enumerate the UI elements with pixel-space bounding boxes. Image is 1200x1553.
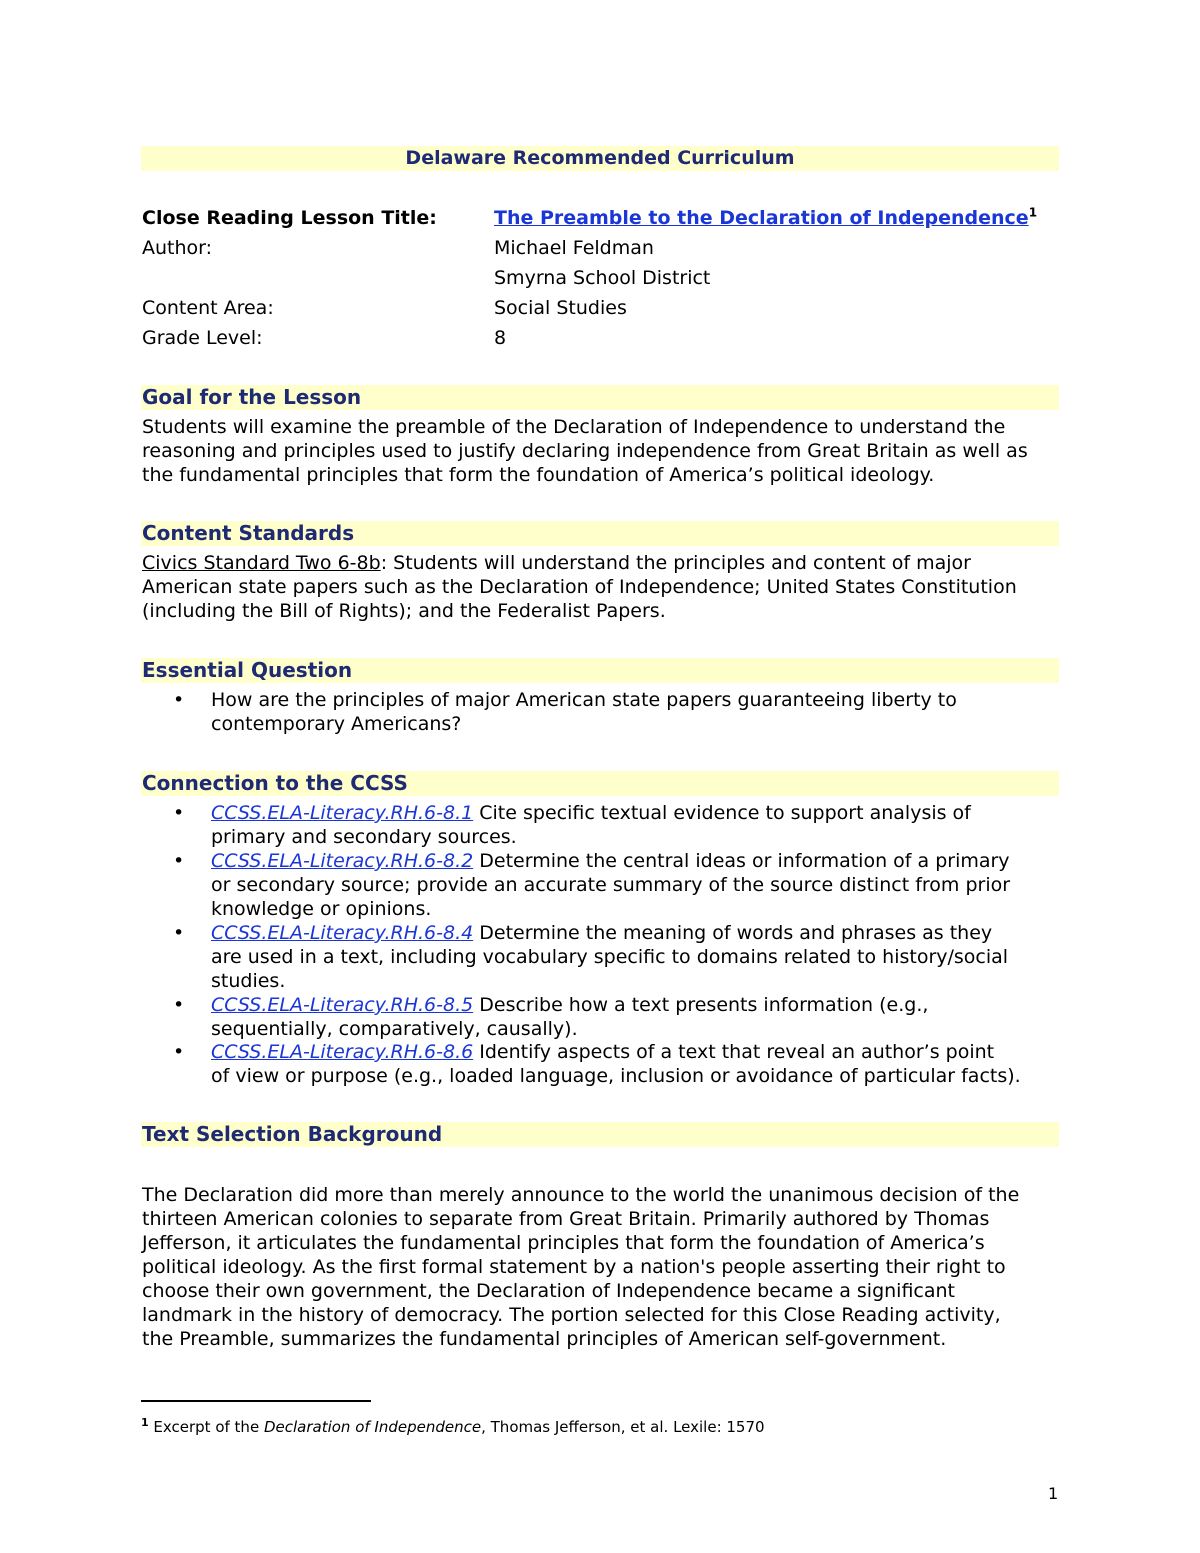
footnote-mark: 1 xyxy=(141,1416,149,1429)
lesson-title-link[interactable]: The Preamble to the Declaration of Independence xyxy=(494,207,1029,229)
goal-line: reasoning and principles used to justify declaring independence from Great Britain as well as xyxy=(142,440,1028,462)
bullet-icon: • xyxy=(173,994,185,1016)
lesson-title-label: Close Reading Lesson Title: xyxy=(142,207,437,229)
bullet-icon: • xyxy=(173,922,185,944)
document-title: Delaware Recommended Curriculum xyxy=(405,147,795,169)
ccss-item-description: Determine the central ideas or information of a primary xyxy=(473,850,1010,872)
bullet-icon: • xyxy=(173,802,185,824)
ccss-item-text xyxy=(211,801,1071,849)
ccss-item-line: primary and secondary sources. xyxy=(211,826,517,848)
page-number: 1 xyxy=(1048,1484,1059,1503)
background-line: thirteen American colonies to separate from Great Britain. Primarily authored by Thomas xyxy=(142,1208,990,1230)
bullet-icon: • xyxy=(173,850,185,872)
ccss-item-line: of view or purpose (e.g., loaded language, inclusion or avoidance of particular facts). xyxy=(211,1065,1021,1087)
content-area-value: Social Studies xyxy=(494,297,627,319)
background-line: the Preamble, summarizes the fundamental principles of American self-government. xyxy=(142,1328,947,1350)
ccss-standard-link[interactable]: CCSS.ELA-Literacy.RH.6-8.4 xyxy=(211,922,474,944)
ccss-item-line: knowledge or opinions. xyxy=(211,898,432,920)
ccss-item-description: Cite specific textual evidence to support analysis of xyxy=(473,802,971,824)
background-line: landmark in the history of democracy. The portion selected for this Close Reading activity, xyxy=(142,1304,1001,1326)
ccss-item-line: or secondary source; provide an accurate summary of the source distinct from prior xyxy=(211,874,1011,896)
standards-line: (including the Bill of Rights); and the Federalist Papers. xyxy=(142,600,666,622)
background-paragraph xyxy=(142,1183,1067,1351)
goal-heading: Goal for the Lesson xyxy=(142,385,362,409)
essential-question-text xyxy=(211,688,1071,736)
ccss-item-line: sequentially, comparatively, causally). xyxy=(211,1018,578,1040)
grade-level-label: Grade Level: xyxy=(142,327,263,349)
footnote-suffix: , Thomas Jefferson, et al. Lexile: 1570 xyxy=(481,1418,765,1436)
ccss-item-text xyxy=(211,849,1071,921)
standards-line xyxy=(142,551,1067,575)
footnote-prefix: Excerpt of the xyxy=(148,1418,264,1436)
background-line: choose their own government, the Declaration of Independence became a significant xyxy=(142,1280,956,1302)
ccss-standard-link[interactable]: CCSS.ELA-Literacy.RH.6-8.1 xyxy=(211,802,474,824)
grade-level-value: 8 xyxy=(494,327,507,349)
author-label: Author: xyxy=(142,237,213,259)
ccss-item-text xyxy=(211,921,1071,993)
ccss-standard-link[interactable]: CCSS.ELA-Literacy.RH.6-8.6 xyxy=(211,1041,474,1063)
goal-line: Students will examine the preamble of the Declaration of Independence to understand the xyxy=(142,416,1006,438)
ccss-item-line xyxy=(211,801,1071,825)
background-line: The Declaration did more than merely announce to the world the unanimous decision of the xyxy=(142,1184,1020,1206)
goal-paragraph xyxy=(142,415,1067,487)
ccss-item-text xyxy=(211,1040,1071,1088)
goal-line: the fundamental principles that form the foundation of America’s political ideology. xyxy=(142,464,935,486)
ccss-item-line: studies. xyxy=(211,970,286,992)
standard-name: Civics Standard Two 6-8b xyxy=(142,552,381,574)
ccss-standard-link[interactable]: CCSS.ELA-Literacy.RH.6-8.2 xyxy=(211,850,474,872)
ccss-item-text xyxy=(211,993,1071,1041)
background-heading: Text Selection Background xyxy=(142,1122,443,1146)
ccss-standard-link[interactable]: CCSS.ELA-Literacy.RH.6-8.5 xyxy=(211,994,474,1016)
author-district: Smyrna School District xyxy=(494,267,711,289)
author-name: Michael Feldman xyxy=(494,237,654,259)
ccss-item-line xyxy=(211,849,1071,873)
footnote-reference[interactable]: 1 xyxy=(1028,205,1038,220)
bullet-icon: • xyxy=(173,1041,185,1063)
ccss-heading: Connection to the CCSS xyxy=(142,771,408,795)
essential-question-line: contemporary Americans? xyxy=(211,713,462,735)
ccss-item-line xyxy=(211,921,1071,945)
standards-paragraph xyxy=(142,551,1067,623)
essential-question-line: How are the principles of major American state papers guaranteeing liberty to xyxy=(211,689,957,711)
bullet-icon: • xyxy=(173,689,185,711)
ccss-item-line xyxy=(211,1040,1071,1064)
ccss-item-description: Determine the meaning of words and phrases as they xyxy=(473,922,993,944)
standards-heading: Content Standards xyxy=(142,521,355,545)
ccss-item-description: Identify aspects of a text that reveal an author’s point xyxy=(473,1041,995,1063)
ccss-item-line: are used in a text, including vocabulary specific to domains related to history/social xyxy=(211,946,1009,968)
standard-description-start: : Students will understand the principles and content of major xyxy=(380,552,971,574)
ccss-item-description: Describe how a text presents information (e.g., xyxy=(473,994,929,1016)
background-line: political ideology. As the first formal statement by a nation's people asserting their right to xyxy=(142,1256,1006,1278)
footnote-separator xyxy=(141,1400,371,1402)
background-line: Jefferson, it articulates the fundamental principles that form the foundation of America’s xyxy=(142,1232,985,1254)
footnote-italic-title: Declaration of Independence xyxy=(263,1418,482,1436)
ccss-item-line xyxy=(211,993,1071,1017)
lesson-title-value-wrap xyxy=(494,206,1037,230)
content-area-label: Content Area: xyxy=(142,297,274,319)
standards-line: American state papers such as the Declaration of Independence; United States Constitution xyxy=(142,576,1017,598)
essential-question-heading: Essential Question xyxy=(142,658,353,682)
footnote xyxy=(141,1418,765,1436)
